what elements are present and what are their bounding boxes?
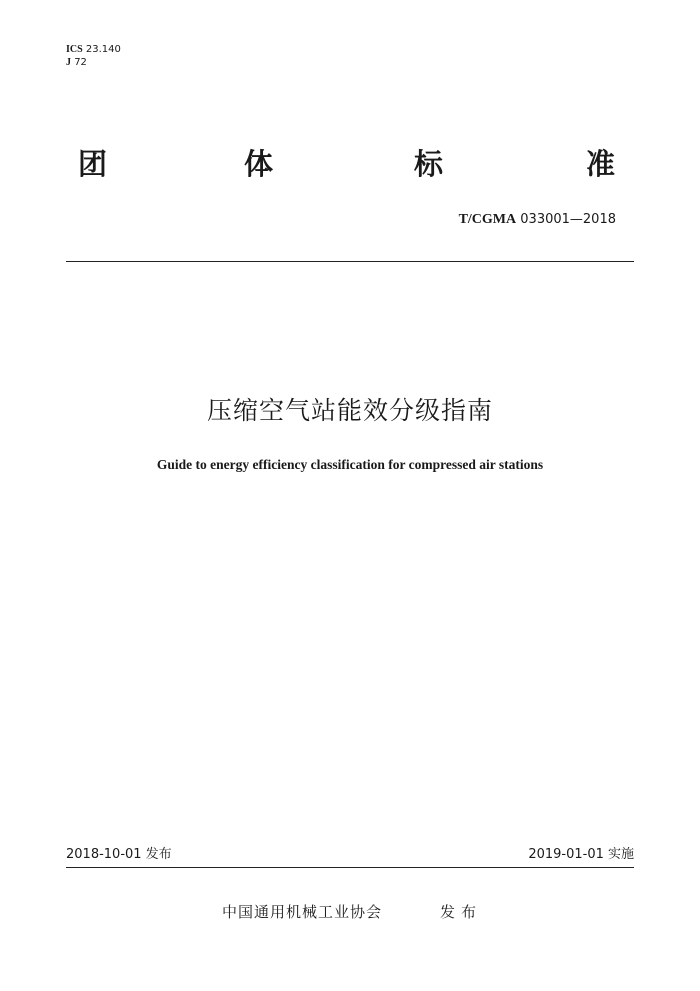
- implementation-date: 2019-01-01 实施: [528, 847, 634, 862]
- standard-number: [459, 211, 616, 229]
- ics-value: 23.140: [85, 44, 121, 55]
- ccs-code: [66, 57, 87, 69]
- chinese-title: 压缩空气站能效分级指南: [206, 396, 493, 425]
- standard-code: 033001—2018: [520, 212, 616, 227]
- standard-prefix: T/CGMA: [458, 212, 517, 227]
- issue-date: 2018-10-01 发布: [66, 847, 172, 862]
- english-title: Guide to energy efficiency classification for compressed air stations: [156, 457, 544, 472]
- ics-code: [66, 44, 121, 56]
- ccs-value: 72: [74, 57, 87, 68]
- publish-label: 发布: [440, 903, 483, 921]
- document-type-char: 体: [244, 147, 274, 181]
- document-type-char: 团: [78, 147, 108, 181]
- document-type-char: 准: [586, 147, 616, 181]
- ccs-label: J: [66, 57, 71, 68]
- top-divider: [66, 261, 634, 262]
- document-type-heading: [64, 146, 634, 186]
- document-type-char: 标: [414, 147, 444, 181]
- ics-label: ICS: [66, 44, 83, 55]
- publisher-name: 中国通用机械工业协会: [222, 903, 383, 921]
- bottom-divider: [66, 867, 634, 868]
